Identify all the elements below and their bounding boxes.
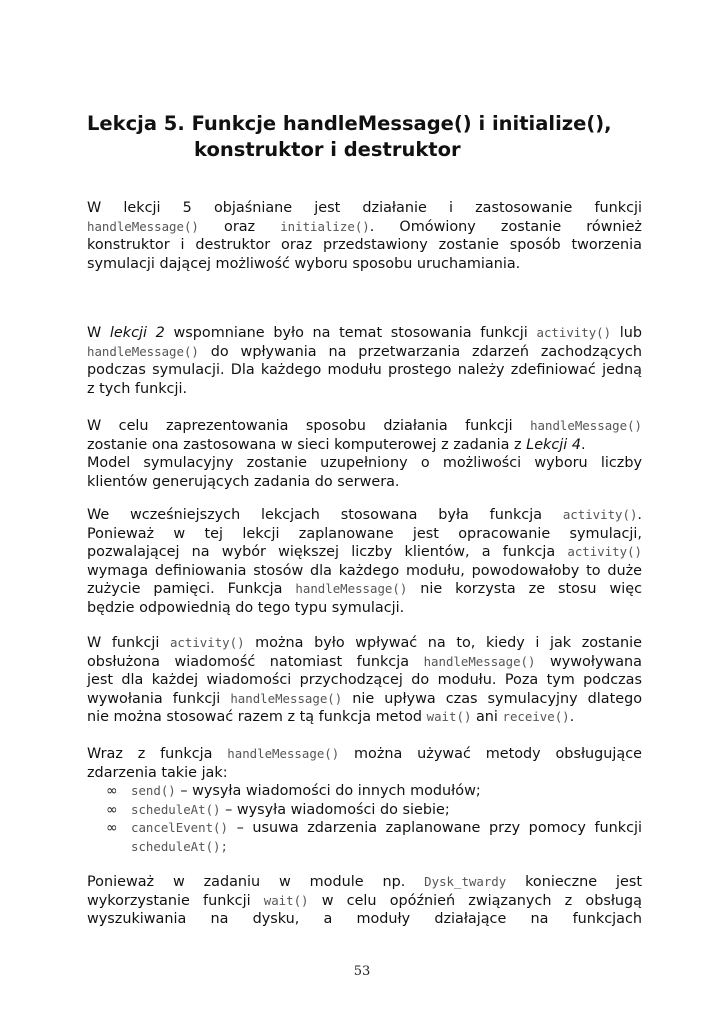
title-line-1: Lekcja 5. Funkcje handleMessage() i initialize(),	[87, 112, 612, 135]
code-initialize: initialize()	[280, 218, 370, 234]
code-handlemessage: handleMessage()	[87, 218, 199, 234]
text-line: Model symulacyjny zostanie uzupełniony o możliwości wyboru liczby	[87, 455, 642, 472]
text-line: konstruktor i destruktor oraz przedstawiony zostanie sposób tworzenia	[87, 237, 642, 254]
code-dysk-twardy: Dysk_twardy	[424, 874, 507, 889]
list-item: ∞ send() – wysyła wiadomości do innych modułów;	[106, 783, 481, 800]
paragraph-intro	[87, 199, 642, 273]
infinity-bullet-icon: ∞	[106, 820, 118, 837]
code-activity: activity()	[169, 635, 245, 650]
list-item: ∞ cancelEvent() – usuwa zdarzenia zaplanowane przy pomocy funkcji scheduleAt();	[106, 820, 642, 854]
text-line: W lekcji 2 wspomniane było na temat stosowania funkcji activity() lub	[87, 325, 643, 341]
paragraph-disk	[87, 873, 642, 929]
text-line: Wraz z funkcja handleMessage() można używać metody obsługujące	[87, 746, 642, 762]
paragraph-lesson2	[87, 324, 642, 398]
text-line: W celu zaprezentowania sposobu działania funkcji handleMessage()	[87, 418, 642, 434]
text-line: klientów generujących zadania do serwera.	[87, 473, 400, 490]
text-line: We wcześniejszych lekcjach stosowana była funkcja activity().	[87, 507, 642, 523]
code-activity: activity()	[562, 507, 638, 522]
code-handlemessage: handleMessage()	[87, 343, 199, 359]
text-line: W lekcji 5 objaśniane jest działanie i zastosowanie funkcji	[87, 200, 642, 216]
text-line: Ponieważ w zadaniu w module np. Dysk_twardy konieczne jest	[87, 874, 642, 890]
code-receive: receive()	[502, 709, 570, 725]
text-line: nie można stosować razem z tą funkcja metod wait() ani receive().	[87, 709, 575, 726]
text-line: z tych funkcji.	[87, 380, 188, 397]
code-activity: activity()	[567, 544, 642, 560]
text-line: handleMessage() oraz initialize(). Omówiony zostanie również	[87, 218, 642, 235]
infinity-bullet-icon: ∞	[106, 801, 118, 818]
code-wait: wait()	[426, 709, 472, 725]
text-line: obsłużona wiadomość natomiast funkcja handleMessage() wywoływana	[87, 653, 642, 670]
text-line: będzie odpowiednią do tego typu symulacji.	[87, 599, 405, 616]
list-item: ∞ scheduleAt() – wysyła wiadomości do siebie;	[106, 801, 450, 818]
text-line: zdarzenia takie jak:	[87, 764, 228, 781]
title-line-2: konstruktor i destruktor	[194, 138, 461, 161]
code-send: send()	[131, 783, 176, 799]
text-line: wywołania funkcji handleMessage() nie upływa czas symulacyjny dlatego	[87, 690, 643, 707]
text-line: wyszukiwania na dysku, a moduły działające na funkcjach	[87, 911, 642, 928]
text-line: wymaga definiowania stosów dla każdego modułu, powodowałoby to duże	[87, 562, 642, 579]
text-line: pozwalającej na wybór większej liczby klientów, a funkcja activity()	[87, 544, 642, 561]
code-handlemessage: handleMessage()	[230, 690, 343, 706]
text-line: Ponieważ w tej lekcji zaplanowane jest opracowanie symulacji,	[87, 525, 642, 542]
code-scheduleat: scheduleAt();	[131, 838, 228, 854]
code-cancelevent: cancelEvent()	[131, 820, 228, 836]
paragraph-methods	[87, 745, 642, 857]
infinity-bullet-icon: ∞	[106, 783, 118, 800]
methods-list	[87, 782, 642, 856]
text-line: handleMessage() do wpływania na przetwarzania zdarzeń zachodzących	[87, 343, 642, 360]
code-handlemessage: handleMessage()	[423, 653, 536, 669]
code-handlemessage: handleMessage()	[530, 418, 642, 433]
code-scheduleat: scheduleAt()	[131, 801, 221, 817]
code-handlemessage: handleMessage()	[227, 746, 340, 761]
paragraph-handlemessage	[87, 634, 642, 727]
text-line: zużycie pamięci. Funkcja handleMessage() nie korzysta ze stosu więc	[87, 581, 642, 598]
paragraph-activity	[87, 506, 642, 618]
page-number: 53	[353, 964, 371, 979]
paragraph-network	[87, 417, 642, 491]
text-line: W funkcji activity() można było wpływać na to, kiedy i jak zostanie	[87, 635, 642, 651]
code-handlemessage: handleMessage()	[295, 581, 408, 597]
text-line: podczas symulacji. Dla każdego modułu prostego należy zdefiniować jedną	[87, 362, 642, 379]
page-title	[87, 111, 687, 163]
text-line: wykorzystanie funkcji wait() w celu opóźnień związanych z obsługą	[87, 892, 642, 909]
text-line: zostanie ona zastosowana w sieci komputerowej z zadania z Lekcji 4.	[87, 436, 586, 453]
text-line: jest dla każdej wiadomości przychodzącej do modułu. Poza tym podczas	[87, 672, 642, 689]
text-line: symulacji dającej możliwość wyboru sposobu uruchamiania.	[87, 255, 521, 272]
code-wait: wait()	[263, 892, 309, 908]
code-activity: activity()	[536, 325, 612, 340]
